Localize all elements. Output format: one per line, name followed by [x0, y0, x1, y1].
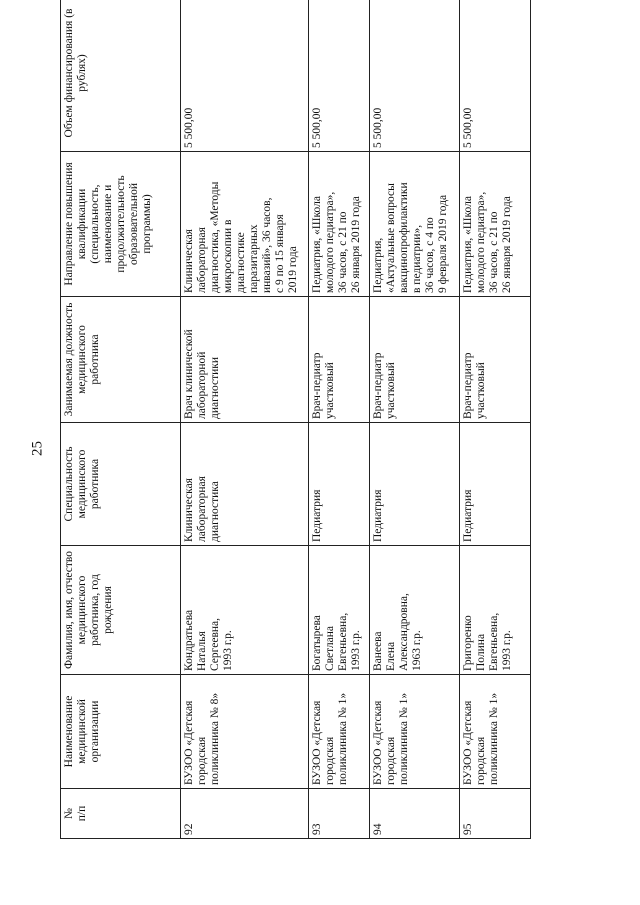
row-full-name: Богатырева Светлана Евгеньевна, 1993 г.р.: [309, 546, 370, 675]
row-position: Врач-педиатр участковый: [460, 297, 531, 423]
header-specialty: Специальность медицинского работника: [61, 423, 181, 546]
row-organization: БУЗОО «Детская городская поликлиника № 1»: [460, 675, 531, 789]
row-funding-amount: 5 500,00: [309, 0, 370, 152]
row-training-direction: Педиатрия, «Школа молодого педиатра», 36 часов, с 21 по 26 января 2019 года: [309, 152, 370, 297]
header-organization: Наименование медицинской организации: [61, 675, 181, 789]
page-number: 25: [29, 441, 46, 456]
row-funding-amount: 5 500,00: [181, 0, 309, 152]
funding-table: [60, 0, 531, 839]
table-header-row: [61, 0, 181, 839]
row-position: Врач-педиатр участковый: [309, 297, 370, 423]
row-number: 95: [460, 789, 531, 839]
row-organization: БУЗОО «Детская городская поликлиника № 1»: [309, 675, 370, 789]
header-position: Занимаемая должность медицинского работника: [61, 297, 181, 423]
row-training-direction: Педиатрия, «Школа молодого педиатра», 36 часов, с 21 по 26 января 2019 года: [460, 152, 531, 297]
table-row: [370, 0, 460, 839]
row-full-name: Кондратьева Наталья Сергеевна, 1993 г.р.: [181, 546, 309, 675]
row-specialty: Клиническая лабораторная диагностика: [181, 423, 309, 546]
table-row: [309, 0, 370, 839]
header-full-name: Фамилия, имя, отчество медицинского работника, год рождения: [61, 546, 181, 675]
header-training-direction: Направление повышения квалификации (специальность, наименование и продолжительность образовательной программы): [61, 152, 181, 297]
row-funding-amount: 5 500,00: [370, 0, 460, 152]
row-number: 93: [309, 789, 370, 839]
table-row: [181, 0, 309, 839]
row-number: 92: [181, 789, 309, 839]
row-funding-amount: 5 500,00: [460, 0, 531, 152]
row-training-direction: Педиатрия, «Актуальные вопросы вакцинопрофилактики в педиатрии», 36 часов, с 4 по 9 февраля 2019 года: [370, 152, 460, 297]
row-organization: БУЗОО «Детская городская поликлиника № 1»: [370, 675, 460, 789]
row-specialty: Педиатрия: [370, 423, 460, 546]
row-organization: БУЗОО «Детская городская поликлиника № 8»: [181, 675, 309, 789]
row-position: Врач клинической лабораторной диагностики: [181, 297, 309, 423]
row-position: Врач-педиатр участковый: [370, 297, 460, 423]
row-full-name: Григоренко Полина Евгеньевна, 1993 г.р.: [460, 546, 531, 675]
funding-table-container: [60, 8, 530, 839]
header-number: № п/п: [61, 789, 181, 839]
row-training-direction: Клиническая лабораторная диагностика, «Методы микроскопии в диагностике паразитарных инвазий», 36 часов, с 9 по 15 января 2019 года: [181, 152, 309, 297]
header-funding-amount: Объем финансирования (в рублях): [61, 0, 181, 152]
row-full-name: Ванеева Елена Александровна, 1963 г.р.: [370, 546, 460, 675]
row-number: 94: [370, 789, 460, 839]
row-specialty: Педиатрия: [460, 423, 531, 546]
row-specialty: Педиатрия: [309, 423, 370, 546]
table-row: [460, 0, 531, 839]
